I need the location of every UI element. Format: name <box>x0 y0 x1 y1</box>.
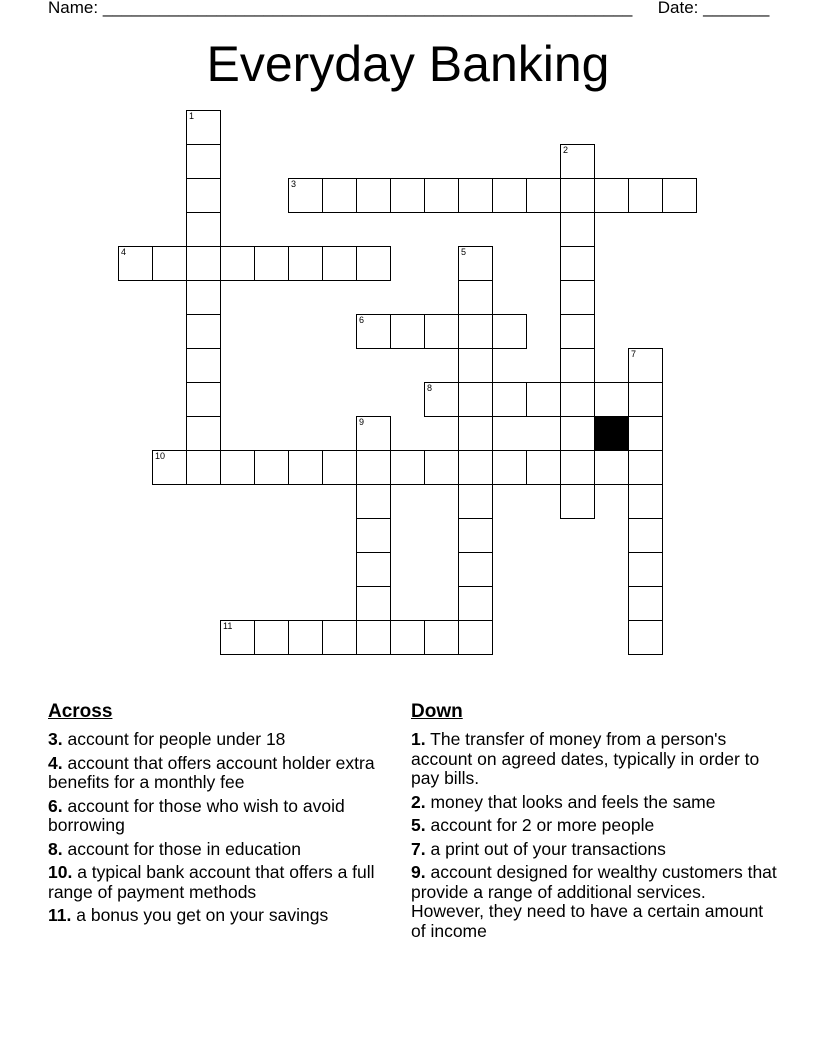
grid-cell[interactable] <box>220 620 255 655</box>
across-clues <box>48 700 388 930</box>
clue-num: 1. <box>411 729 426 749</box>
across-clue <box>48 730 388 750</box>
grid-cell[interactable] <box>254 450 289 485</box>
clue-text: account for those who wish to avoid borrowing <box>48 795 345 835</box>
grid-cell[interactable] <box>458 280 493 315</box>
grid-cell[interactable] <box>492 450 527 485</box>
date-field[interactable]: _______ <box>703 0 770 17</box>
grid-cell[interactable] <box>526 178 561 213</box>
grid-cell[interactable] <box>560 484 595 519</box>
grid-cell[interactable] <box>356 314 391 349</box>
grid-cell[interactable] <box>526 382 561 417</box>
grid-cell[interactable] <box>390 450 425 485</box>
across-clue <box>48 797 388 836</box>
grid-cell[interactable] <box>288 246 323 281</box>
grid-cell[interactable] <box>560 314 595 349</box>
grid-cell[interactable] <box>458 348 493 383</box>
clue-number: 4 <box>121 247 127 257</box>
grid-cell[interactable] <box>152 246 187 281</box>
grid-cell[interactable] <box>628 586 663 621</box>
date-label: Date: <box>657 0 699 17</box>
clue-num: 3. <box>48 729 63 749</box>
grid-cell[interactable] <box>560 348 595 383</box>
grid-cell[interactable] <box>356 586 391 621</box>
grid-cell[interactable] <box>560 246 595 281</box>
grid-cell[interactable] <box>186 450 221 485</box>
grid-cell[interactable] <box>390 620 425 655</box>
grid-cell[interactable] <box>560 382 595 417</box>
grid-cell[interactable] <box>628 552 663 587</box>
clue-num: 7. <box>411 838 426 859</box>
grid-cell[interactable] <box>118 246 153 281</box>
clue-number: 11 <box>223 621 233 631</box>
grid-cell[interactable] <box>560 280 595 315</box>
grid-cell[interactable] <box>628 348 663 383</box>
puzzle-title: Everyday Banking <box>206 36 610 92</box>
down-clue-list <box>411 730 781 941</box>
grid-cell[interactable] <box>526 450 561 485</box>
grid-cell[interactable] <box>628 178 663 213</box>
grid-cell[interactable] <box>254 620 289 655</box>
across-clue-list <box>48 730 388 926</box>
grid-cell[interactable] <box>424 450 459 485</box>
grid-cell[interactable] <box>492 382 527 417</box>
grid-cell[interactable] <box>220 450 255 485</box>
grid-cell[interactable] <box>492 314 527 349</box>
grid-cell[interactable] <box>356 416 391 451</box>
down-clue <box>411 730 781 789</box>
clue-text: The transfer of money from a person's account on agreed dates, typically in order to pay bills. <box>411 729 760 788</box>
clue-number: 9 <box>359 417 365 427</box>
clue-num: 4. <box>48 752 63 773</box>
grid-cell[interactable] <box>628 450 663 485</box>
clue-text: account for 2 or more people <box>425 815 655 835</box>
down-heading: Down <box>411 701 463 722</box>
grid-cell[interactable] <box>628 518 663 553</box>
clue-number: 8 <box>427 383 433 393</box>
down-clue <box>411 840 781 860</box>
grid-cell[interactable] <box>458 382 493 417</box>
clue-text: account for people under 18 <box>62 729 286 749</box>
grid-cell[interactable] <box>356 620 391 655</box>
grid-cell[interactable] <box>254 246 289 281</box>
grid-cell[interactable] <box>458 586 493 621</box>
grid-cell[interactable] <box>186 144 221 179</box>
grid-cell[interactable] <box>220 246 255 281</box>
clue-number: 2 <box>563 145 569 155</box>
clue-number: 3 <box>291 179 297 189</box>
grid-cell[interactable] <box>458 620 493 655</box>
grid-cell[interactable] <box>662 178 697 213</box>
clue-num: 5. <box>411 815 426 835</box>
grid-cell[interactable] <box>424 178 459 213</box>
grid-cell[interactable] <box>458 314 493 349</box>
grid-cell[interactable] <box>288 620 323 655</box>
name-field[interactable]: ________________________________________________________ <box>102 0 633 17</box>
down-clue <box>411 863 781 941</box>
clue-number: 6 <box>359 315 365 325</box>
grid-cell[interactable] <box>186 314 221 349</box>
grid-cell[interactable] <box>560 144 595 179</box>
across-clue <box>48 840 388 860</box>
grid-cell[interactable] <box>186 246 221 281</box>
grid-cell[interactable] <box>458 246 493 281</box>
grid-cell[interactable] <box>458 450 493 485</box>
grid-cell[interactable] <box>322 246 357 281</box>
clue-number: 5 <box>461 247 467 257</box>
clue-num: 8. <box>48 838 63 859</box>
grid-cell[interactable] <box>186 416 221 451</box>
across-clue <box>48 906 388 926</box>
clue-text: account for those in education <box>62 838 301 859</box>
grid-cell[interactable] <box>322 178 357 213</box>
grid-cell[interactable] <box>628 620 663 655</box>
grid-cell[interactable] <box>356 246 391 281</box>
grid-cell[interactable] <box>492 178 527 213</box>
grid-cell[interactable] <box>458 178 493 213</box>
clue-text: a bonus you get on your savings <box>71 905 329 925</box>
grid-cell[interactable] <box>458 552 493 587</box>
grid-cell[interactable] <box>424 382 459 417</box>
grid-cell[interactable] <box>594 178 629 213</box>
grid-cell[interactable] <box>458 416 493 451</box>
grid-cell[interactable] <box>186 110 221 145</box>
clue-number: 10 <box>155 451 166 461</box>
name-label: Name: <box>48 0 99 17</box>
clue-num: 2. <box>411 791 426 812</box>
clue-num: 9. <box>411 862 426 882</box>
down-clues <box>411 700 781 945</box>
grid-cell[interactable] <box>186 348 221 383</box>
black-cell <box>594 416 629 451</box>
grid-cell[interactable] <box>322 450 357 485</box>
grid-cell[interactable] <box>186 280 221 315</box>
clue-number: 7 <box>631 349 637 359</box>
clue-text: a print out of your transactions <box>425 838 666 859</box>
grid-cell[interactable] <box>424 620 459 655</box>
grid-cell[interactable] <box>390 314 425 349</box>
grid-cell[interactable] <box>628 416 663 451</box>
grid-cell[interactable] <box>322 620 357 655</box>
clue-text: account that offers account holder extra benefits for a monthly fee <box>48 752 375 792</box>
clue-num: 10. <box>48 862 73 882</box>
clue-text: account designed for wealthy customers that provide a range of additional services. However, they need to have a certain amount of income <box>411 862 777 941</box>
down-clue <box>411 816 781 836</box>
grid-cell[interactable] <box>560 178 595 213</box>
grid-cell[interactable] <box>356 552 391 587</box>
grid-cell[interactable] <box>186 212 221 247</box>
clue-text: money that looks and feels the same <box>425 791 716 812</box>
grid-cell[interactable] <box>356 518 391 553</box>
grid-cell[interactable] <box>356 484 391 519</box>
grid-cell[interactable] <box>356 450 391 485</box>
across-heading: Across <box>48 701 113 722</box>
across-clue <box>48 754 388 793</box>
grid-cell[interactable] <box>628 382 663 417</box>
across-clue <box>48 863 388 902</box>
clue-number: 1 <box>189 111 195 121</box>
grid-cell[interactable] <box>186 382 221 417</box>
grid-cell[interactable] <box>458 518 493 553</box>
grid-cell[interactable] <box>288 450 323 485</box>
grid-cell[interactable] <box>560 212 595 247</box>
grid-cell[interactable] <box>458 484 493 519</box>
grid-cell[interactable] <box>186 178 221 213</box>
grid-cell[interactable] <box>390 178 425 213</box>
clue-num: 6. <box>48 795 63 816</box>
down-clue <box>411 793 781 813</box>
grid-cell[interactable] <box>560 416 595 451</box>
grid-cell[interactable] <box>356 178 391 213</box>
grid-cell[interactable] <box>152 450 187 485</box>
clue-num: 11. <box>48 905 72 925</box>
grid-cell[interactable] <box>288 178 323 213</box>
grid-cell[interactable] <box>424 314 459 349</box>
grid-cell[interactable] <box>594 382 629 417</box>
grid-cell[interactable] <box>628 484 663 519</box>
grid-cell[interactable] <box>560 450 595 485</box>
grid-cell[interactable] <box>594 450 629 485</box>
clue-text: a typical bank account that offers a full range of payment methods <box>48 862 375 902</box>
